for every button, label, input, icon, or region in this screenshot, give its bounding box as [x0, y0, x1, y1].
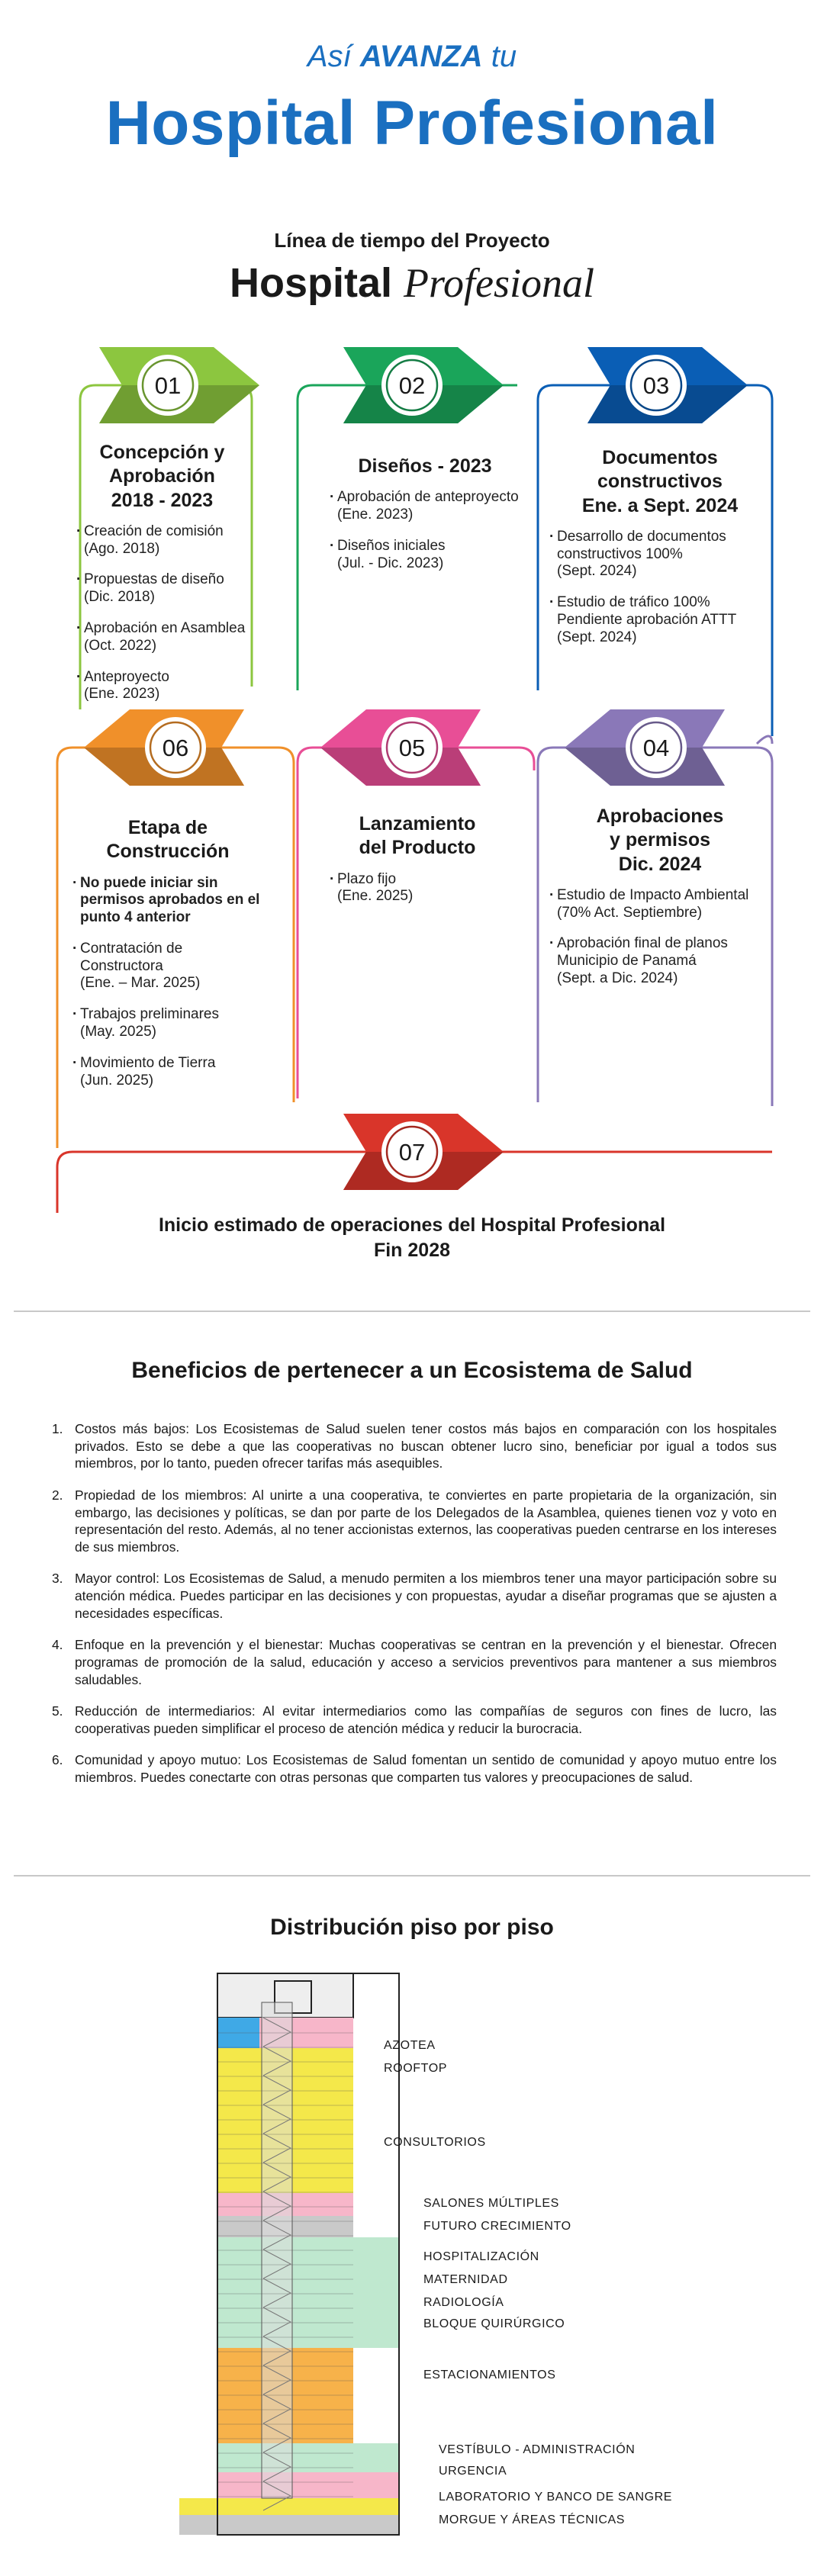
stage-item-date: (Sept. a Dic. 2024) — [557, 970, 678, 986]
floor-label: AZOTEA — [384, 2039, 436, 2052]
benefit-number: 2. — [52, 1487, 63, 1503]
zone-morgue — [179, 2515, 399, 2535]
stage-item — [72, 875, 263, 927]
stage-item-text: Estudio de Impacto Ambiental — [557, 886, 749, 903]
badge-01 — [99, 347, 259, 423]
benefits-list — [52, 1420, 777, 1801]
stage-items — [72, 875, 263, 1090]
benefit-number: 1. — [52, 1421, 63, 1436]
stage-card-05 — [330, 812, 505, 919]
benefit-number: 3. — [52, 1571, 63, 1587]
stage-item-text: Estudio de tráfico 100% Pendiente aprobación ATTT — [557, 594, 737, 628]
stage-title-line: Aprobación — [109, 465, 215, 487]
floors-title: Distribución piso por piso — [270, 1915, 554, 1940]
stage-item — [549, 529, 771, 580]
badge-06 — [84, 709, 244, 786]
divider-2 — [14, 1875, 810, 1877]
badge-04 — [565, 709, 725, 786]
stage-items — [330, 489, 520, 572]
stage-title-line: 2018 - 2023 — [111, 489, 214, 511]
stage-item-date: (Dic. 2018) — [84, 589, 155, 606]
stage-item-date: (Sept. 2024) — [557, 629, 637, 645]
brand-script: Profesional — [404, 260, 595, 306]
stage-item — [76, 571, 248, 606]
stage-item-text: Aprobación de anteproyecto — [337, 489, 519, 506]
badge-number-07: 07 — [398, 1139, 426, 1166]
stage-item — [549, 887, 771, 922]
stage-item-text: No puede iniciar sin permisos aprobados en el punto 4 anterior — [80, 874, 260, 926]
hero-subtitle — [0, 40, 824, 74]
stage-item — [549, 594, 771, 646]
stage-title-line: Diseños - 2023 — [358, 455, 492, 477]
benefit-text: Mayor control: Los Ecosistemas de Salud, a menudo permiten a los miembros tener una mayor participación sobre su atención médica. Puedes participar en las decisiones y con propuestas, ayudar a diseñar programas que se ajusten a necesidades específicas. — [75, 1571, 777, 1621]
benefit-text: Costos más bajos: Los Ecosistemas de Salud suelen tener costos más bajos en comparación con los hospitales privados. Esto se debe a que las cooperativas no buscan obtener lucro sino, beneficiar por igual a todos sus miembros, por lo tanto, pueden ofrecer tarifas más asequibles. — [75, 1421, 777, 1471]
benefit-item — [52, 1420, 777, 1472]
stage-item — [330, 871, 505, 906]
floor-label: VESTÍBULO - ADMINISTRACIÓN — [439, 2443, 636, 2456]
stage-item — [72, 1055, 263, 1090]
stage-items — [549, 887, 771, 988]
stage-item-date: (Ene. 2023) — [84, 686, 160, 703]
zone-hospitalizacion — [217, 2237, 399, 2348]
stage-item-text: Contratación de Constructora — [80, 940, 183, 974]
stage-title — [549, 446, 771, 518]
hero-suffix: tu — [491, 40, 517, 73]
stage-card-03 — [549, 446, 771, 661]
stage-item-date: (Ago. 2018) — [84, 540, 160, 557]
benefit-text: Reducción de intermediarios: Al evitar intermediarios como las compañías de seguros con fines de lucro, las cooperativas pueden simplificar el proceso de atención médica y reducir la burocracia. — [75, 1703, 777, 1736]
benefit-text: Comunidad y apoyo mutuo: Los Ecosistemas de Salud fomentan un sentido de comunidad y apoyo mutuo entre los miembros. Puedes conectarte con otras personas que comparten tus valores y preocupaciones de salud. — [75, 1752, 777, 1785]
stage-item — [76, 669, 248, 704]
floor-label: FUTURO CRECIMIENTO — [423, 2220, 571, 2233]
badge-number-02: 02 — [398, 372, 426, 399]
floor-label: SALONES MÚLTIPLES — [423, 2197, 559, 2210]
stage-title-line: Documentos — [602, 447, 718, 468]
floor-label: BLOQUE QUIRÚRGICO — [423, 2317, 565, 2330]
final-milestone — [0, 1213, 824, 1262]
hero-title: Hospital Profesional — [105, 88, 719, 158]
stage-item — [330, 538, 520, 573]
stage-item-date: (Oct. 2022) — [84, 637, 157, 654]
benefit-item — [52, 1570, 777, 1622]
divider-1 — [14, 1311, 810, 1312]
benefit-number: 6. — [52, 1752, 63, 1768]
floor-label: MATERNIDAD — [423, 2273, 508, 2286]
floor-label: CONSULTORIOS — [384, 2136, 486, 2149]
stage-item-date: (Jun. 2025) — [80, 1072, 154, 1089]
zone-laboratorio — [179, 2498, 399, 2515]
stage-item-text: Plazo fijo — [337, 870, 397, 887]
floor-label: RADIOLOGÍA — [423, 2296, 504, 2309]
stage-items — [549, 529, 771, 647]
stage-item-text: Aprobación en Asamblea — [84, 619, 246, 636]
stage-item-text: Aprobación final de planos Municipio de Panamá — [557, 935, 728, 970]
stage-item-date: (Ene. 2023) — [337, 507, 414, 523]
badge-number-01: 01 — [154, 372, 182, 399]
benefit-item — [52, 1487, 777, 1556]
floor-label: MORGUE Y ÁREAS TÉCNICAS — [439, 2513, 626, 2526]
stage-title-line: Aprobaciones — [596, 806, 724, 827]
stage-item-text: Anteproyecto — [84, 668, 169, 685]
stage-title-line: Dic. 2024 — [618, 853, 702, 875]
stage-item — [549, 935, 771, 987]
stage-item-text: Movimiento de Tierra — [80, 1054, 216, 1071]
stage-title — [330, 812, 505, 860]
stage-card-01 — [76, 441, 248, 717]
zone-urgencia — [217, 2472, 399, 2498]
stage-title-line: Etapa de — [127, 817, 208, 838]
stage-card-04 — [549, 805, 771, 1002]
final-line-2: Fin 2028 — [373, 1239, 451, 1261]
stage-title-line: del Producto — [359, 837, 476, 859]
stage-title-line: constructivos — [597, 471, 723, 493]
badge-07 — [343, 1114, 504, 1190]
floor-label: HOSPITALIZACIÓN — [423, 2250, 539, 2263]
benefits-title: Beneficios de pertenecer a un Ecosistema de Salud — [131, 1358, 693, 1383]
stage-item-date: (Jul. - Dic. 2023) — [337, 555, 444, 571]
final-line-1: Inicio estimado de operaciones del Hospital Profesional — [158, 1214, 666, 1236]
stage-title-line: Ene. a Sept. 2024 — [581, 494, 739, 516]
stage-item — [330, 489, 520, 524]
floor-label: ESTACIONAMIENTOS — [423, 2369, 556, 2381]
timeline-brand — [0, 259, 824, 307]
benefit-text: Propiedad de los miembros: Al unirte a una cooperativa, te conviertes en parte propietaria de la organización, sin embargo, las decisiones y políticas, se dan por parte de los Delegados de la Asamblea, quienes tienen voz y voto en representación del resto. Además, al no tener accionistas externos, las cooperativas pueden centrarse en los intereses de sus miembros. — [75, 1487, 777, 1555]
connector-05 — [298, 748, 534, 1098]
badge-number-03: 03 — [642, 372, 670, 399]
stage-item-text: Propuestas de diseño — [84, 571, 224, 588]
stage-title — [330, 455, 520, 478]
badge-number-06: 06 — [162, 735, 189, 761]
building-section — [172, 1972, 416, 2540]
benefit-item — [52, 1751, 777, 1786]
stage-items — [330, 871, 505, 906]
benefit-number: 4. — [52, 1637, 63, 1653]
stage-card-06 — [72, 816, 263, 1103]
stage-item-date: (Ene. 2025) — [337, 888, 414, 905]
stage-item-date: (70% Act. Septiembre) — [557, 904, 703, 921]
stage-item-date: (Ene. – Mar. 2025) — [80, 975, 201, 992]
badge-03 — [587, 347, 748, 423]
benefit-item — [52, 1636, 777, 1688]
stage-title-line: y permisos — [609, 829, 710, 851]
stage-item — [76, 620, 248, 655]
stage-item — [72, 941, 263, 992]
badge-number-04: 04 — [642, 735, 670, 761]
stage-title-line: Concepción y — [99, 442, 225, 463]
stage-item — [72, 1006, 263, 1041]
stage-item-text: Diseños iniciales — [337, 537, 446, 554]
brand-bold: Hospital — [229, 260, 392, 306]
badge-number-05: 05 — [398, 735, 426, 761]
benefit-text: Enfoque en la prevención y el bienestar: Muchas cooperativas se centran en la prevención y el bienestar. Ofrecen programas de promoción de la salud, educación y acceso a servicios preventivos para mantener a sus miembros saludables. — [75, 1637, 777, 1687]
floor-label: URGENCIA — [439, 2465, 507, 2478]
stage-item-text: Creación de comisión — [84, 523, 224, 539]
stage-title-line: Lanzamiento — [359, 813, 476, 835]
stage-title-line: Construcción — [106, 841, 230, 863]
hero-prefix: Así — [307, 40, 352, 73]
stage-title — [76, 441, 248, 513]
badge-02 — [343, 347, 504, 423]
stage-title — [72, 816, 263, 864]
timeline-heading: Línea de tiempo del Proyecto — [274, 229, 550, 252]
benefit-number: 5. — [52, 1703, 63, 1719]
hero-emphasis: AVANZA — [359, 40, 483, 73]
stage-item — [76, 523, 248, 558]
benefit-item — [52, 1703, 777, 1737]
stage-item-date: (May. 2025) — [80, 1024, 156, 1040]
floor-label: ROOFTOP — [384, 2062, 448, 2075]
stage-title — [549, 805, 771, 876]
stage-card-02 — [330, 455, 520, 586]
badge-05 — [320, 709, 481, 786]
stage-items — [76, 523, 248, 703]
stage-item-date: (Sept. 2024) — [557, 563, 637, 580]
stage-item-text: Desarrollo de documentos constructivos 100% — [557, 528, 726, 562]
stage-item-text: Trabajos preliminares — [80, 1006, 219, 1023]
floor-label: LABORATORIO Y BANCO DE SANGRE — [439, 2491, 673, 2504]
